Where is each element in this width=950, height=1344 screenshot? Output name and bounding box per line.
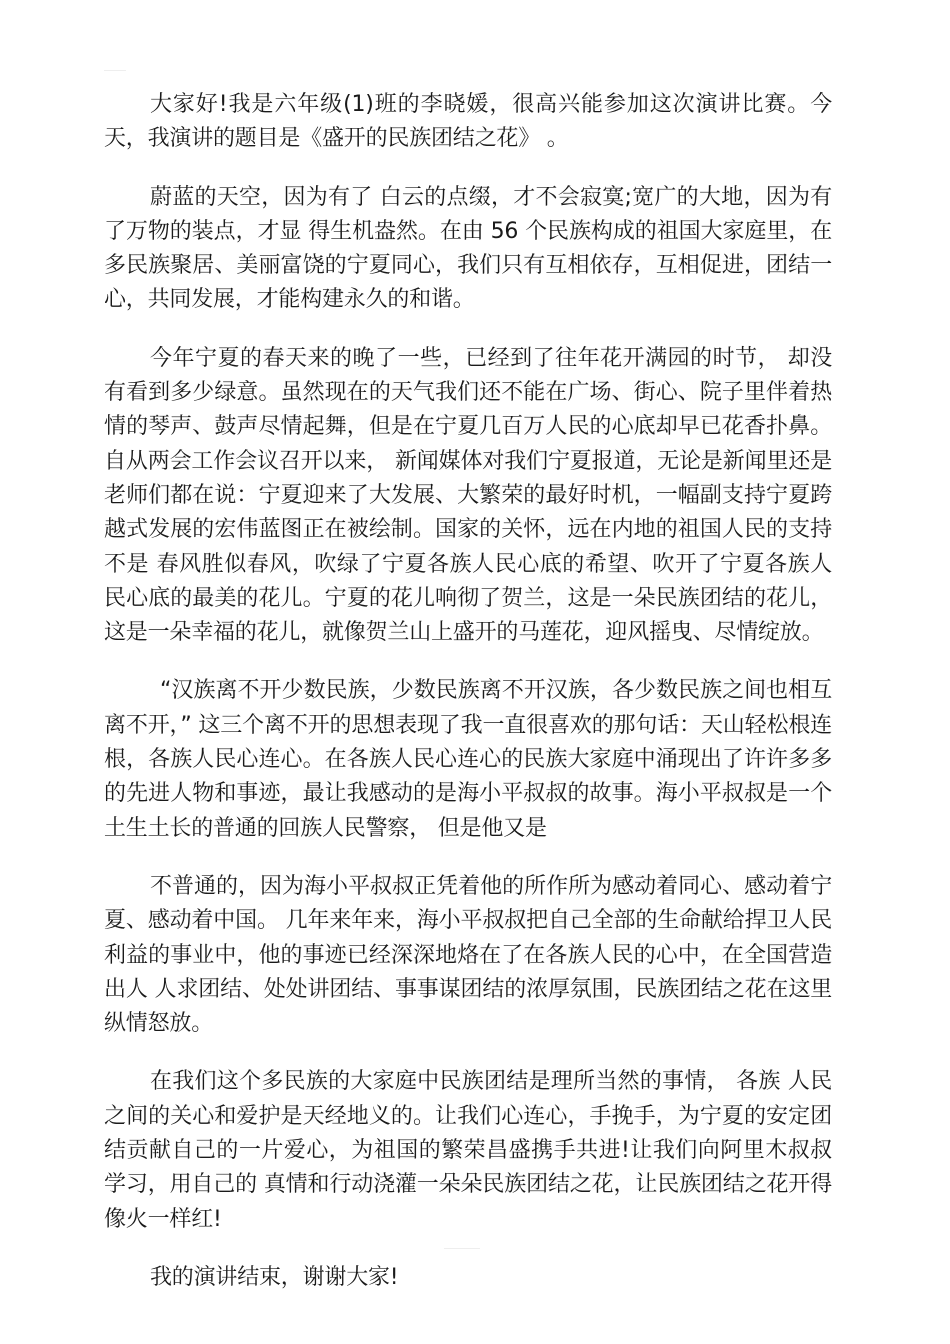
paragraph-three-inseparables: “汉族离不开少数民族，少数民族离不开汉族，各少数民族之间也相互离不开，” 这三个离不开的思想表现了我一直很喜欢的那句话：天山轻松根连根，各族人民心连心。在各族人民心连心的民族大家庭中涌现出了许许多多的先进人物和事迹，最让我感动的是海小平叔叔的故事。海小平叔叔是一个土生土长的普通的回族人民警察， 但是他又是 [104,678,832,841]
paragraph-greeting: 大家好!我是六年级(1)班的李晓媛，很高兴能参加这次演讲比赛。今天，我演讲的题目是《盛开的民族团结之花》 。 [104,92,832,152]
bottom-divider-mark [444,1248,480,1249]
paragraph-closing: 我的演讲结束，谢谢大家! [150,1264,399,1290]
paragraph-ningxia-spring: 今年宁夏的春天来的晚了一些，已经到了往年花开满园的时节， 却没有看到多少绿意。虽然现在的天气我们还不能在广场、街心、院子里伴着热情的琴声、鼓声尽情起舞，但是在宁夏几百万人民的心底却早已花香扑鼻。自从两会工作会议召开以来， 新闻媒体对我们宁夏报道，无论是新闻里还是老师们都在说：宁夏迎来了大发展、大繁荣的最好时机，一幅副支持宁夏跨越式发展的宏伟蓝图正在被绘制。国家的关怀，远在内地的祖国人民的支持不是 春风胜似春风，吹绿了宁夏各族人民心底的希望、吹开了宁夏各族人 民心底的最美的花儿。宁夏的花儿响彻了贺兰，这是一朵民族团结的花儿，这是一朵幸福的花儿，就像贺兰山上盛开的马莲花，迎风摇曳、尽情绽放。 [104,345,832,646]
paragraph-sky-and-land: 蔚蓝的天空，因为有了 白云的点缀，才不会寂寞;宽广的大地，因为有了万物的装点，才显 得生机盎然。在由 56 个民族构成的祖国大家庭里，在多民族聚居、美丽富饶的宁夏同心，我们只有互相依存，互相促进，团结一心，共同发展，才能构建永久的和谐。 [104,184,832,313]
speech-body [104,88,832,1319]
paragraph-call-to-unity: 在我们这个多民族的大家庭中民族团结是理所当然的事情， 各族 人民之间的关心和爱护是天经地义的。让我们心连心，手挽手，为宁夏的安定团结贡献自己的一片爱心，为祖国的繁荣昌盛携手共进!让我们向阿里木叔叔学习，用自己的 真情和行动浇灌一朵朵民族团结之花，让民族团结之花开得像火一样红! [104,1069,832,1232]
paragraph-hai-xiaoping: 不普通的，因为海小平叔叔正凭着他的所作所为感动着同心、感动着宁夏、感动着中国。 几年来年来，海小平叔叔把自己全部的生命献给捍卫人民利益的事业中，他的事迹已经深深地烙在了在各族人民的心中，在全国营造出人 人求团结、处处讲团结、事事谋团结的浓厚氛围，民族团结之花在这里纵情怒放。 [104,873,832,1037]
top-divider-mark [104,70,126,71]
